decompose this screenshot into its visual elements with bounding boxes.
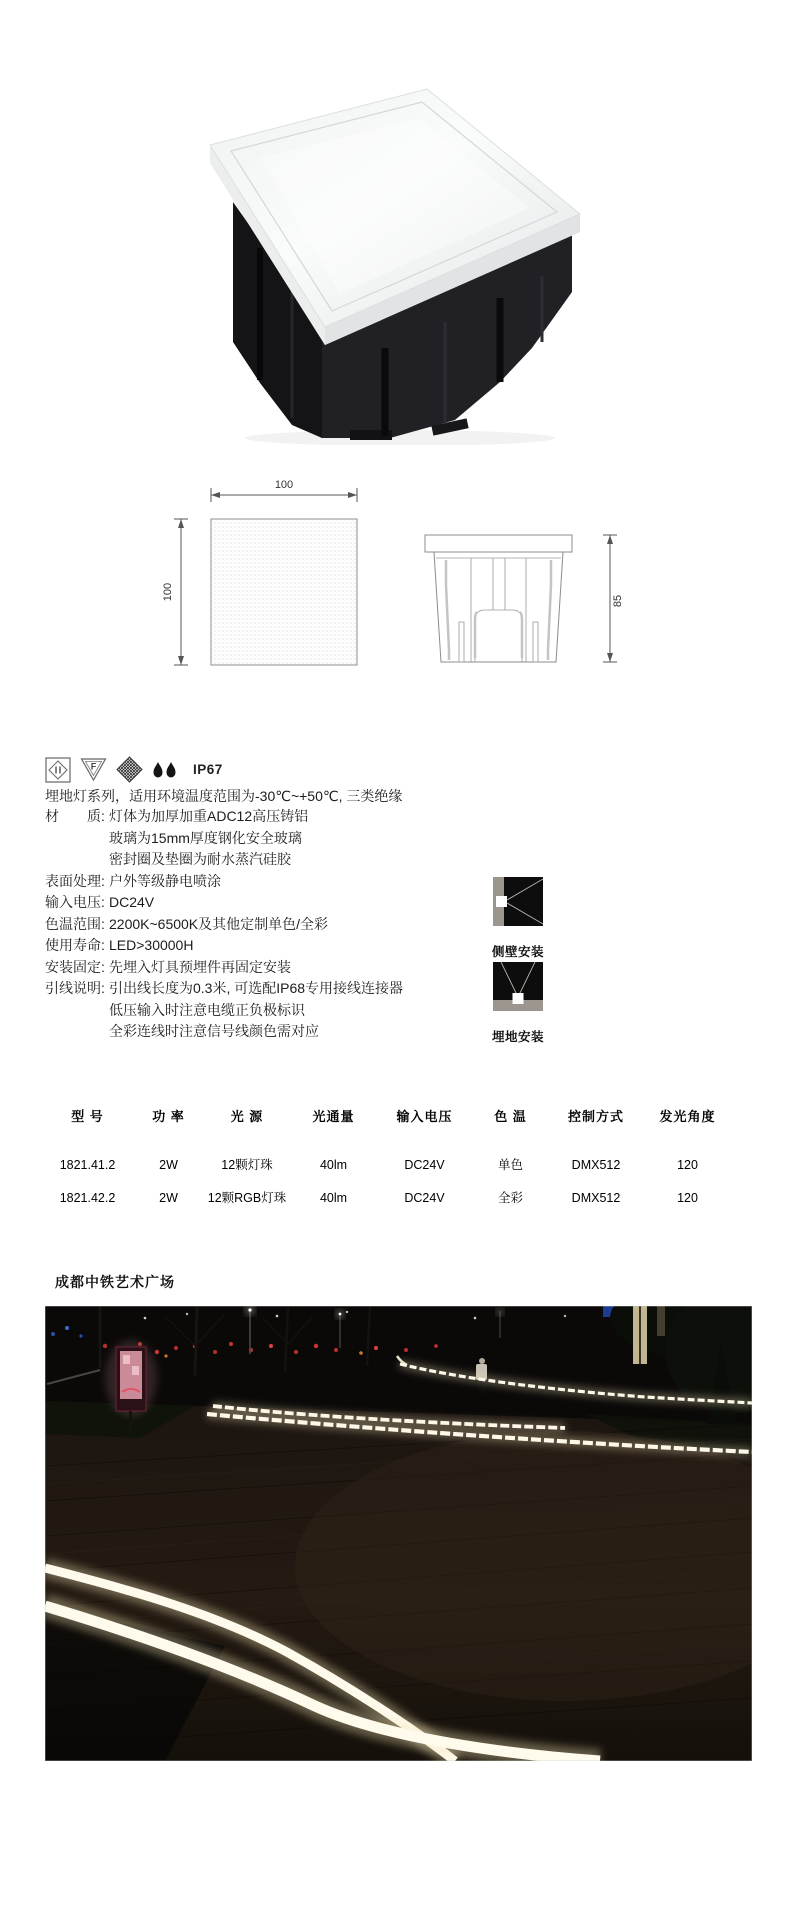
spec-row-voltage [45,892,485,914]
col-header-flux: 光通量 [312,1109,355,1124]
cell-power: 2W [159,1191,178,1205]
side-height-label: 85 [612,594,624,608]
col-header-control: 控制方式 [567,1109,624,1124]
spec-row-material [45,806,485,871]
cell-source: 12颗RGB灯珠 [207,1191,287,1205]
plan-drawing [150,470,390,680]
spec-label: 输入电压: [45,894,109,910]
col-header-model: 型 号 [71,1109,104,1124]
spec-row-lifespan [45,935,485,957]
f-mark-glyph: F [90,761,97,772]
cell-control: DMX512 [571,1158,621,1172]
case-study-caption: 成都中铁艺术广场 [55,1274,175,1290]
spec-value: 灯体为加厚加重ADC12高压铸铝 [109,808,309,824]
install-method-sidewall [492,877,544,960]
plan-glass-face [211,519,357,665]
spec-list [45,806,485,1043]
table-header-row [45,1105,735,1129]
cell-flux: 40lm [319,1191,348,1205]
inground-install-icon [493,962,543,1011]
certification-row [45,756,223,783]
spec-value: 低压输入时注意电缆正负极标识 [109,1001,305,1018]
install-method-inground [492,962,544,1045]
spec-value: 先埋入灯具预埋件再固定安装 [109,958,291,975]
cell-cct: 全彩 [497,1191,523,1205]
col-header-voltage: 输入电压 [396,1109,453,1124]
spec-value: 户外等级静电喷涂 [109,872,221,889]
side-drawing [415,470,645,680]
cell-beam: 120 [677,1158,698,1172]
table-row [45,1153,735,1177]
spec-label: 材 质: [45,808,109,824]
cell-model: 1821.41.2 [59,1158,116,1172]
install-label: 侧壁安装 [492,945,545,959]
product-photo [200,80,590,445]
cell-cct: 单色 [497,1158,523,1172]
spec-label: 引线说明: [45,980,109,996]
ip-rating: IP67 [193,762,223,777]
plan-height-dimension [174,519,188,665]
case-study-photo [45,1306,752,1761]
f-mark-icon [80,757,107,782]
col-header-cct: 色 温 [494,1109,527,1124]
spec-row-cct [45,914,485,936]
spec-value: 密封圈及垫圈为耐水蒸汽硅胶 [109,851,291,867]
cell-flux: 40lm [319,1158,348,1172]
spec-value: 2200K~6500K及其他定制单色/全彩 [109,915,329,932]
cell-control: DMX512 [571,1191,621,1205]
class-ii-insulation-icon [45,757,71,783]
col-header-beam: 发光角度 [659,1109,716,1124]
spec-label: 色温范围: [45,915,109,932]
cell-source: 12颗灯珠 [221,1158,273,1172]
spec-row-surface [45,871,485,893]
spec-row-mounting [45,957,485,979]
series-note: 埋地灯系列，适用环境温度范围为-30℃~+50℃, 三类绝缘 [45,788,403,804]
spec-value: 全彩连线时注意信号线颜色需对应 [109,1023,319,1039]
table-row [45,1186,735,1210]
water-drops-icon [152,760,178,780]
cell-model: 1821.42.2 [59,1191,116,1205]
cell-voltage: DC24V [404,1191,445,1205]
spec-table [45,1105,735,1210]
spec-label: 表面处理: [45,872,109,889]
plan-width-label: 100 [274,479,294,491]
spec-value: 引出线长度为0.3米, 可选配IP68专用接线连接器 [109,980,404,996]
spec-value: LED>30000H [109,937,194,953]
install-label: 埋地安装 [492,1030,545,1044]
cell-power: 2W [159,1158,178,1172]
spec-label: 安装固定: [45,958,109,975]
spec-label: 使用寿命: [45,937,109,953]
spec-row-wiring [45,978,485,1043]
col-header-source: 光 源 [230,1109,264,1124]
cell-beam: 120 [677,1191,698,1205]
spec-value: 玻璃为15mm厚度钢化安全玻璃 [109,829,302,846]
cell-voltage: DC24V [404,1158,445,1172]
col-header-power: 功 率 [152,1109,185,1124]
plan-height-label: 100 [162,582,174,602]
hatched-diamond-icon [116,756,143,783]
sidewall-install-icon [493,877,543,926]
spec-value: DC24V [109,894,155,910]
